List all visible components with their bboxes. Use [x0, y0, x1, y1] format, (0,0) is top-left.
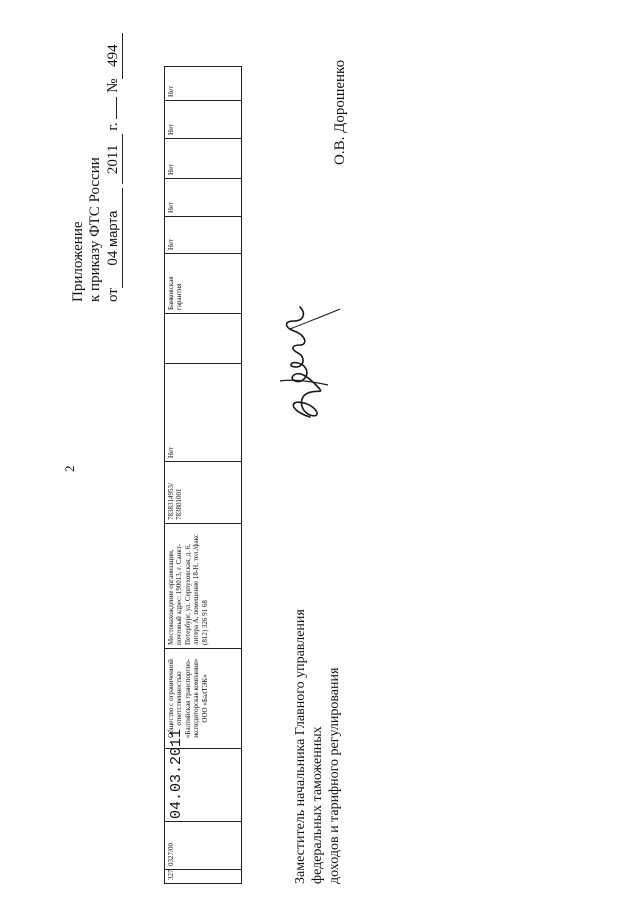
handwritten-signature	[270, 285, 346, 425]
date-field	[104, 188, 123, 288]
cell-col12: Нет	[165, 178, 241, 216]
date-year: 2011	[105, 134, 123, 184]
date-day: 04	[105, 250, 121, 266]
deputy-title	[292, 609, 343, 884]
cell-col11: Нет	[165, 216, 241, 253]
cell-col14: Нет	[165, 100, 241, 138]
cell-address: Местонахождение организации, почтовый адрес: 190013, г. Санкт-Петербург, ул. Серпуховская, д. 6, литера А, помещение 18-Н, тел./факс (812) 326 91 68	[165, 523, 241, 648]
number-sign: №	[105, 78, 121, 93]
cell-col15: Нет	[167, 85, 175, 97]
year-suffix: г.	[105, 122, 121, 131]
page-number: 2	[62, 465, 77, 472]
registry-table	[164, 66, 242, 884]
appendix-order-line: к приказу ФТС России	[87, 157, 103, 302]
appendix-date-line	[104, 33, 123, 302]
date-month: марта	[105, 210, 120, 247]
appendix-header	[70, 33, 123, 302]
deputy-title-line1: Заместитель начальника Главного управления	[293, 609, 308, 884]
cell-code: 0327/00	[165, 821, 241, 869]
cell-date	[165, 728, 241, 821]
cell-col13: Нет	[165, 138, 241, 178]
order-number: 494	[105, 33, 123, 79]
date-prefix: от	[105, 288, 121, 302]
deputy-title-line2: федеральных таможенных	[310, 726, 325, 884]
registration-date: 04.03.2011	[168, 728, 185, 819]
cell-reg-number: 327	[165, 869, 241, 883]
cell-organization: Общество с ограниченной ответственностью «Балтийская транспортно-экспедиторская компания» ООО «БалТЭК»	[165, 648, 241, 748]
deputy-title-line3: доходов и тарифного регулирования	[327, 667, 342, 884]
cell-col9	[165, 313, 241, 363]
appendix-title: Приложение	[70, 221, 86, 302]
cell-col8: Нет	[165, 363, 241, 461]
signatory-name: О.В. Дорошенко	[332, 59, 348, 165]
cell-inn-kpp: 7838314953/ 783801001	[165, 461, 241, 523]
cell-guarantee: Банковская гарантия	[165, 253, 241, 313]
